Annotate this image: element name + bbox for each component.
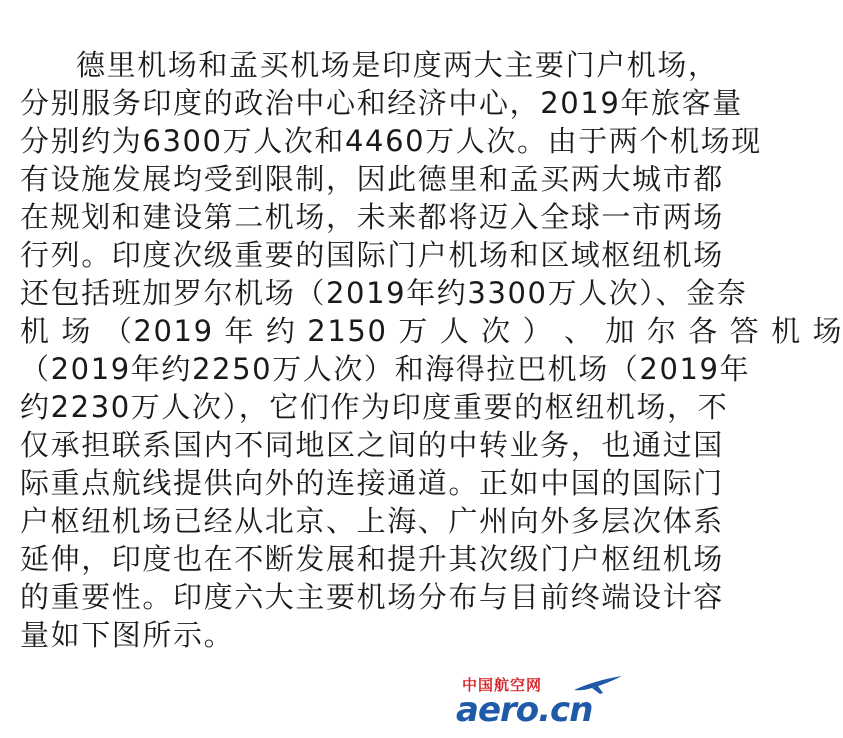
- paragraph-line-15: 的重要性。印度六大主要机场分布与目前终端设计容: [20, 580, 724, 614]
- watermark-cn-text: 中国航空网: [462, 676, 543, 694]
- paragraph-line-11: 仅承担联系国内不同地区之间的中转业务，也通过国: [20, 428, 724, 462]
- watermark-en-text: aero.cn: [456, 690, 593, 730]
- paragraph-line-14: 延伸，印度也在不断发展和提升其次级门户枢纽机场: [20, 542, 724, 576]
- paragraph-line-2: 分别服务印度的政治中心和经济中心，2019年旅客量: [20, 86, 743, 120]
- paragraph-line-13: 户枢纽机场已经从北京、上海、广州向外多层次体系: [20, 504, 724, 538]
- paragraph-line-6: 行列。印度次级重要的国际门户机场和区域枢纽机场: [20, 238, 724, 272]
- paragraph-line-8: 机 场 （2019 年 约 2150 万 人 次 ） 、 加 尔 各 答 机 场: [20, 314, 843, 348]
- paragraph-line-4: 有设施发展均受到限制，因此德里和孟买两大城市都: [20, 162, 724, 196]
- paragraph-line-1: 德里机场和孟买机场是印度两大主要门户机场，: [76, 48, 719, 82]
- paragraph-line-9: （2019年约2250万人次）和海得拉巴机场（2019年: [20, 352, 751, 386]
- paragraph-line-3: 分别约为6300万人次和4460万人次。由于两个机场现: [20, 124, 762, 158]
- paragraph-line-5: 在规划和建设第二机场，未来都将迈入全球一市两场: [20, 200, 724, 234]
- aero-cn-watermark-logo: [456, 674, 626, 730]
- paragraph-line-10: 约2230万人次），它们作为印度重要的枢纽机场，不: [20, 390, 729, 424]
- paragraph-line-7: 还包括班加罗尔机场（2019年约3300万人次）、金奈: [20, 276, 748, 310]
- paragraph-line-16: 量如下图所示。: [20, 618, 235, 652]
- paragraph-line-12: 际重点航线提供向外的连接通道。正如中国的国际门: [20, 466, 724, 500]
